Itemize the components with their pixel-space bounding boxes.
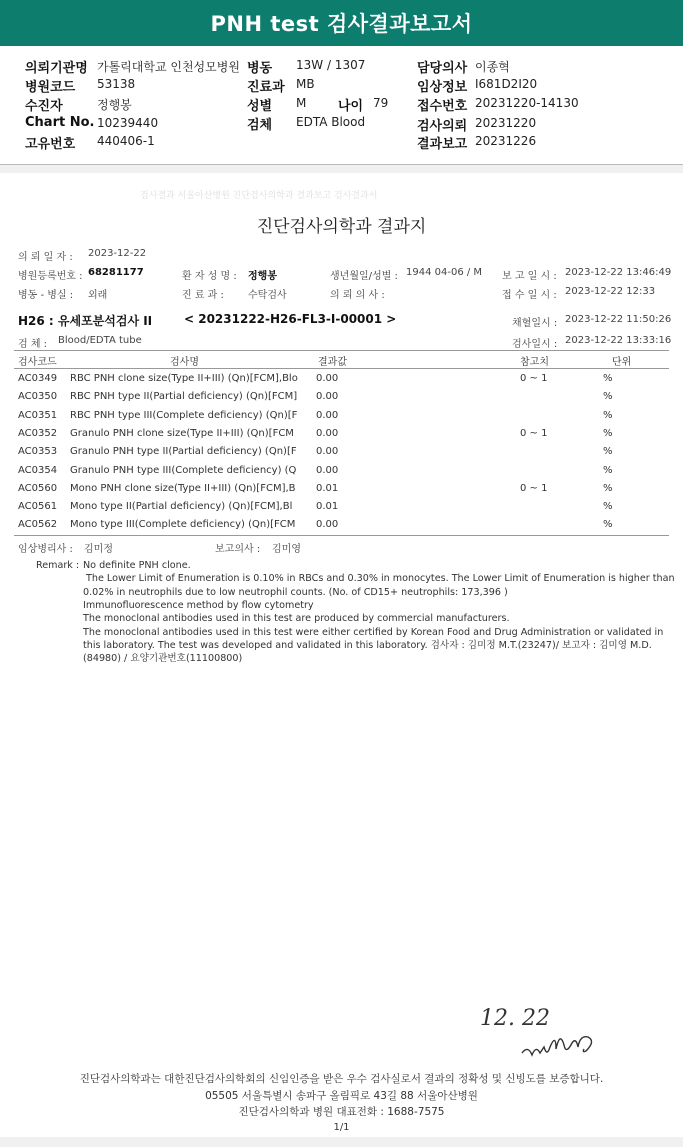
- ward-room-label: 병동 - 병실 :: [18, 290, 74, 301]
- receipt-label: 접수번호: [417, 99, 468, 114]
- collection: 2023-12-22 11:50:26: [565, 314, 672, 325]
- request-header: [0, 46, 683, 165]
- request-date: 2023-12-22: [88, 248, 147, 259]
- cell-unit: %: [603, 519, 613, 531]
- table-row: [0, 373, 683, 391]
- specimen-2: Blood/EDTA tube: [58, 335, 142, 346]
- specimen-label-2: 검 체 :: [18, 339, 48, 350]
- cell-result: 0.00: [316, 519, 339, 531]
- page-number: 1/1: [333, 1122, 350, 1133]
- reporter-label: 보고의사 :: [215, 544, 261, 555]
- cell-code: AC0353: [18, 446, 58, 458]
- clinical-label: 임상정보: [417, 80, 468, 95]
- bottom-strip: [0, 1137, 683, 1147]
- cell-code: AC0349: [18, 373, 58, 384]
- receipt-date: 2023-12-22 12:33: [565, 286, 656, 297]
- request-value: 20231220: [475, 116, 537, 130]
- pathologist-label: 임상병리사 :: [18, 544, 73, 555]
- remark-line: The monoclonal antibodies used in this test were either certified by Korean Food and Drug Administration or validated in: [83, 626, 664, 638]
- cell-name: Granulo PNH type III(Complete deficiency) (Q: [70, 464, 297, 476]
- table-row: [0, 501, 683, 519]
- remark-line: Immunofluorescence method by flow cytometry: [83, 599, 314, 611]
- dept-label: 진료과: [247, 80, 285, 95]
- patient-label: 수진자: [25, 99, 63, 114]
- clinical-value: I681D2I20: [475, 77, 538, 91]
- cell-unit: %: [603, 482, 613, 494]
- cell-result: 0.00: [316, 427, 339, 439]
- cell-name: RBC PNH clone size(Type II+III) (Qn)[FCM],Blo: [70, 373, 298, 384]
- hospital-code-label: 병원코드: [25, 80, 76, 95]
- remark-label: Remark :: [36, 560, 80, 571]
- chart-value: 10239440: [97, 116, 159, 130]
- cell-result: 0.00: [316, 446, 339, 458]
- document-title: 진단검사의학과 결과지: [256, 217, 427, 237]
- table-header-rule: [14, 368, 669, 369]
- patient-value: 정행봉: [97, 98, 132, 112]
- receipt-date-label: 접 수 일 시 :: [502, 290, 557, 301]
- table-row: [0, 410, 683, 428]
- col-ref: 참고치: [520, 357, 549, 368]
- table-row: [0, 391, 683, 409]
- cell-ref: 0 ~ 1: [520, 373, 548, 384]
- remark-line: 0.02% in neutrophils due to low neutrophil counts. (No. of CD15+ neutrophils: 173,396 ): [83, 586, 508, 598]
- cell-ref: 0 ~ 1: [520, 427, 548, 439]
- cell-unit: %: [603, 409, 613, 421]
- table-row: [0, 428, 683, 446]
- patient-name: 정행봉: [248, 271, 277, 282]
- cell-code: AC0561: [18, 501, 58, 513]
- cell-name: Mono type II(Partial deficiency) (Qn)[FCM],Bl: [70, 501, 293, 513]
- cell-unit: %: [603, 464, 613, 476]
- specimen-label: 검체: [247, 118, 273, 133]
- cell-unit: %: [603, 446, 613, 458]
- pathologist: 김미정: [84, 544, 113, 555]
- doctor-label: 담당의사: [417, 61, 468, 76]
- col-name: 검사명: [170, 357, 199, 368]
- sex-value: M: [296, 96, 307, 110]
- cell-code: AC0351: [18, 409, 58, 421]
- report-date-label: 보 고 일 시 :: [502, 271, 557, 282]
- footer-contact: 진단검사의학과 병원 대표전화 : 1688-7575: [238, 1106, 445, 1118]
- reporter: 김미영: [272, 544, 301, 555]
- request-label: 검사의뢰: [417, 119, 468, 134]
- sex-label: 성별: [247, 99, 273, 114]
- report-date: 2023-12-22 13:46:49: [565, 267, 672, 278]
- remark-line: No definite PNH clone.: [83, 560, 191, 571]
- test-date-label: 검사일시 :: [512, 339, 558, 350]
- id-label: 고유번호: [25, 137, 76, 152]
- cell-name: RBC PNH type III(Complete deficiency) (Qn)[F: [70, 409, 298, 421]
- patient-name-label: 환 자 성 명 :: [182, 271, 237, 282]
- faint-watermark-line: 검사결과 서울아산병원 진단검사의학과 결과보고 검사결과서: [140, 191, 378, 201]
- cell-result: 0.00: [316, 391, 339, 403]
- cell-result: 0.01: [316, 482, 339, 494]
- age-value: 79: [373, 96, 389, 110]
- footer-address: 05505 서울특별시 송파구 올림픽로 43길 88 서울아산병원: [205, 1090, 478, 1102]
- ward-label: 병동: [247, 61, 273, 76]
- cell-unit: %: [603, 501, 613, 513]
- cell-code: AC0350: [18, 391, 58, 403]
- reg-no: 68281177: [88, 267, 144, 278]
- footer-certification: 진단검사의학과는 대한진단검사의학회의 신임인증을 받은 우수 검사실로서 결과의 정확성 및 신빙도를 보증합니다.: [79, 1073, 604, 1085]
- dept-label-2: 진 료 과 :: [182, 290, 224, 301]
- table-row: [0, 465, 683, 483]
- signature-stroke: [522, 1037, 592, 1055]
- cell-name: RBC PNH type II(Partial deficiency) (Qn)[FCM]: [70, 391, 298, 403]
- test-name: H26 : 유세포분석검사 II: [18, 314, 153, 328]
- cell-ref: 0 ~ 1: [520, 482, 548, 494]
- cell-result: 0.00: [316, 464, 339, 476]
- cell-code: AC0560: [18, 482, 58, 494]
- cell-name: Granulo PNH type II(Partial deficiency) (Qn)[F: [70, 446, 297, 458]
- remark-line: this laboratory. The test was developed and validated in this laboratory. 검사자 : 김미정 M.T.(23247)/ 보고자 : 김미영 M.D.: [83, 639, 652, 651]
- cell-code: AC0562: [18, 519, 58, 531]
- cell-name: Granulo PNH clone size(Type II+III) (Qn)[FCM: [70, 427, 294, 439]
- col-code: 검사코드: [18, 357, 57, 368]
- id-value: 440406-1: [97, 134, 155, 148]
- cell-unit: %: [603, 373, 613, 384]
- specimen-value: EDTA Blood: [296, 115, 366, 129]
- col-result: 결과값: [318, 357, 347, 368]
- dept-2: 수탁검사: [248, 290, 287, 301]
- report-banner: [0, 0, 683, 46]
- hospital-code-value: 53138: [97, 77, 136, 91]
- remark-line: (84980) / 요양기관번호(11100800): [83, 653, 243, 665]
- cell-code: AC0352: [18, 427, 58, 439]
- req-doctor-label: 의 뢰 의 사 :: [330, 290, 385, 301]
- chart-label: Chart No.: [25, 115, 95, 130]
- institution-value: 가톨릭대학교 인천성모병원: [97, 60, 240, 74]
- table-row: [0, 483, 683, 501]
- remark-line: The monoclonal antibodies used in this test are produced by commercial manufacturers.: [83, 613, 510, 625]
- cell-result: 0.00: [316, 409, 339, 421]
- section-gap: [0, 165, 683, 173]
- col-unit: 단위: [612, 357, 632, 368]
- reg-no-label: 병원등록번호 :: [18, 271, 83, 282]
- ward-value: 13W / 1307: [296, 58, 366, 72]
- handwritten-signature: [470, 995, 670, 1070]
- cell-unit: %: [603, 427, 613, 439]
- receipt-value: 20231220-14130: [475, 96, 579, 110]
- dob: 1944 04-06 / M: [406, 267, 483, 278]
- test-id: < 20231222-H26-FL3-I-00001 >: [184, 312, 397, 326]
- table-top-rule: [14, 350, 669, 351]
- collection-label: 채혈일시 :: [512, 318, 558, 329]
- report-value: 20231226: [475, 134, 537, 148]
- age-label: 나이: [338, 99, 364, 114]
- cell-result: 0.00: [316, 373, 339, 384]
- dob-label: 생년월일/성별 :: [330, 271, 398, 282]
- handwritten-date: 12. 22: [480, 1006, 550, 1031]
- cell-code: AC0354: [18, 464, 58, 476]
- cell-name: Mono type III(Complete deficiency) (Qn)[FCM: [70, 519, 296, 531]
- report-label: 결과보고: [417, 137, 468, 152]
- cell-result: 0.01: [316, 501, 339, 513]
- test-date: 2023-12-22 13:33:16: [565, 335, 672, 346]
- banner-title: PNH test 검사결과보고서: [210, 12, 473, 36]
- table-row: [0, 446, 683, 464]
- ward-room: 외래: [88, 290, 108, 301]
- request-date-label: 의 뢰 일 자 :: [18, 252, 73, 263]
- institution-label: 의뢰기관명: [25, 61, 88, 76]
- dept-value: MB: [296, 77, 315, 91]
- table-bottom-rule: [14, 535, 669, 536]
- cell-name: Mono PNH clone size(Type II+III) (Qn)[FCM],B: [70, 482, 296, 494]
- doctor-value: 이종혁: [475, 60, 510, 74]
- cell-unit: %: [603, 391, 613, 403]
- remark-line: The Lower Limit of Enumeration is 0.10% in RBCs and 0.30% in monocytes. The Lower Limit of Enumeration is higher than: [86, 573, 675, 585]
